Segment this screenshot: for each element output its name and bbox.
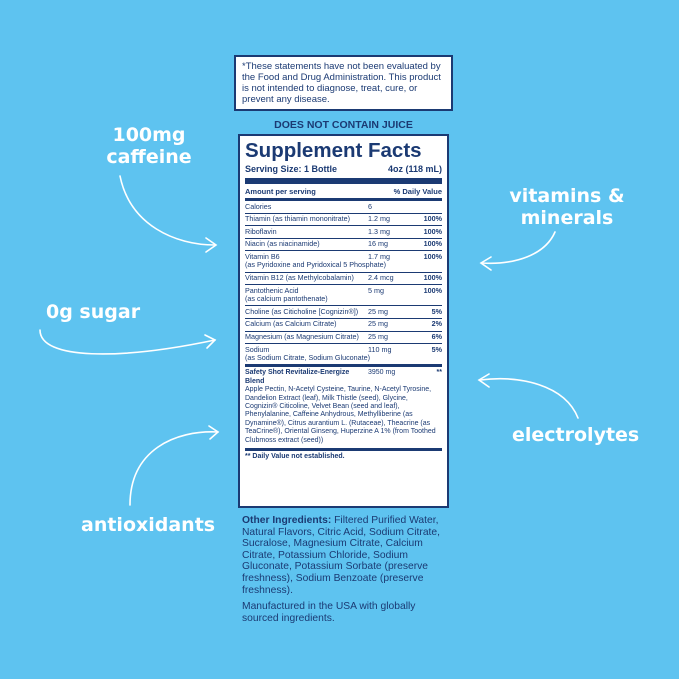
no-juice-label: DOES NOT CONTAIN JUICE [274,119,413,131]
serving-amount: 4oz (118 mL) [387,164,442,174]
blend-ingredients: Apple Pectin, N-Acetyl Cysteine, Taurine, N-Acetyl Tyrosine, Dandelion Extract (leaf), Milk Thistle (seed), Glycine, Cognizin® Citicoline, Velvet Bean (seed and leaf), Phenylalanine, Caffeine Anhydrous, Methylliberine (as Dynamine®), Citrus aurantium L. (Rutaceae), Theacrine (as TeaCrine®), Oriental Ginseng, Huperzine A 1% (from Toothed Clubmoss extract (seed)) [245,386,436,444]
nutrient-row [245,344,442,367]
supplement-facts-panel [238,134,449,508]
nutrient-name-text: Niacin (as niacinamide) [245,239,320,249]
blend-amount: 3950 mg [368,369,396,377]
nutrient-row [245,251,442,272]
dv-footnote: ** Daily Value not established. [245,452,345,460]
manufactured-note: Manufactured in the USA with globally sourced ingredients. [242,601,416,624]
callout-caffeine-line1: 100mg [112,124,186,146]
arrow-vitamins [482,232,555,263]
nutrient-name [245,333,368,342]
nutrient-amount: 110 mg [368,344,392,354]
nutrient-row [245,239,442,252]
callout-antioxidants: antioxidants [81,514,216,536]
nutrient-row [245,285,442,306]
arrow-electrolytes-head [479,374,489,387]
nutrient-name [245,287,368,304]
nutrient-amount: 25 mg [368,306,388,316]
nutrient-daily-value: 5% [431,344,442,354]
proprietary-blend [245,367,442,451]
nutrient-daily-value [413,203,442,212]
nutrient-amount: 1.2 mg [368,214,390,224]
nutrient-amount: 6 [368,201,372,211]
callout-vitamins-line1: vitamins & [509,185,625,207]
nutrient-name-text: Magnesium (as Magnesium Citrate) [245,332,359,342]
amount-per-serving: Amount per serving [245,187,316,196]
nutrient-row [245,332,442,345]
callout-caffeine-line2: caffeine [106,146,192,168]
nutrient-name-text: Thiamin (as thiamin mononitrate) [245,214,351,224]
callout-vitamins [502,185,632,229]
nutrient-amount: 16 mg [368,239,388,249]
amount-header [245,184,442,201]
callout-vitamins-line2: minerals [520,207,614,229]
blend-dv: ** [436,369,442,377]
nutrient-daily-value: 100% [423,214,442,224]
nutrient-name-text: Sodium [245,344,270,354]
nutrient-source: (as Sodium Citrate, Sodium Gluconate) [245,353,371,363]
nutrient-daily-value: 5% [431,306,442,316]
blend-name: Safety Shot Revitalize-Energize Blend [245,369,350,385]
facts-title: Supplement Facts [245,139,422,162]
nutrient-name [245,215,368,224]
nutrient-name-text: Calcium (as Calcium Citrate) [245,319,337,329]
nutrient-name-text: Vitamin B12 (as Methylcobalamin) [245,273,354,283]
nutrient-amount: 25 mg [368,319,388,329]
nutrient-name [245,203,368,212]
callout-electrolytes: electrolytes [512,424,640,446]
nutrient-daily-value: 100% [423,239,442,249]
nutrient-name [245,240,368,249]
nutrient-name-text: Calories [245,201,272,211]
nutrient-name [245,320,368,329]
nutrient-source: (as Pyridoxine and Pyridoxical 5 Phosphate) [245,260,387,270]
nutrient-daily-value: 100% [423,226,442,236]
fda-disclaimer: *These statements have not been evaluated by the Food and Drug Administration. This product is not intended to diagnose, treat, cure, or prevent any disease. [234,55,453,111]
nutrient-name [245,308,368,317]
nutrient-row [245,201,442,214]
arrow-caffeine [120,176,215,245]
daily-value-header: % Daily Value [393,187,442,196]
arrow-antioxidants [130,432,218,505]
arrow-sugar [40,330,215,354]
arrow-electrolytes [480,379,578,418]
nutrient-amount: 25 mg [368,332,388,342]
nutrient-row [245,214,442,227]
nutrient-amount: 1.3 mg [368,226,390,236]
nutrient-name-text: Pantothenic Acid [245,285,299,295]
callout-caffeine [84,124,214,168]
nutrient-row [245,226,442,239]
other-ingredients [242,515,442,596]
nutrient-amount: 2.4 mcg [368,273,394,283]
nutrient-name [245,228,368,237]
nutrient-daily-value: 6% [431,332,442,342]
serving-size [245,164,442,184]
nutrient-row [245,273,442,286]
nutrient-name [245,344,371,363]
nutrient-daily-value: 100% [423,273,442,283]
nutrient-daily-value: 2% [431,319,442,329]
nutrient-name-text: Vitamin B6 [245,251,280,261]
other-ingredients-text: Filtered Purified Water, Natural Flavors, Citric Acid, Sodium Citrate, Sucralose, Magnesium Citrate, Calcium Citrate, Potassium Chloride, Sodium Gluconate, Potassium Sorbate (preserve freshness), Sodium Benzoate (preserve freshness). [242,515,440,596]
nutrient-source: (as calcium pantothenate) [245,294,328,304]
nutrient-daily-value: 100% [423,285,442,295]
nutrient-amount: 1.7 mg [368,251,390,261]
nutrient-daily-value: 100% [423,251,442,261]
nutrient-rows [245,201,442,367]
other-ingredients-label: Other Ingredients: [242,515,332,526]
nutrient-name-text: Choline (as Citicholine [Cognizin®]) [245,306,359,316]
nutrient-name [245,274,368,283]
callout-sugar: 0g sugar [46,301,141,323]
nutrient-name-text: Riboflavin [245,226,277,236]
serving-label: Serving Size: 1 Bottle [245,164,338,174]
nutrient-row [245,306,442,319]
nutrient-amount: 5 mg [368,285,384,295]
nutrient-row [245,319,442,332]
